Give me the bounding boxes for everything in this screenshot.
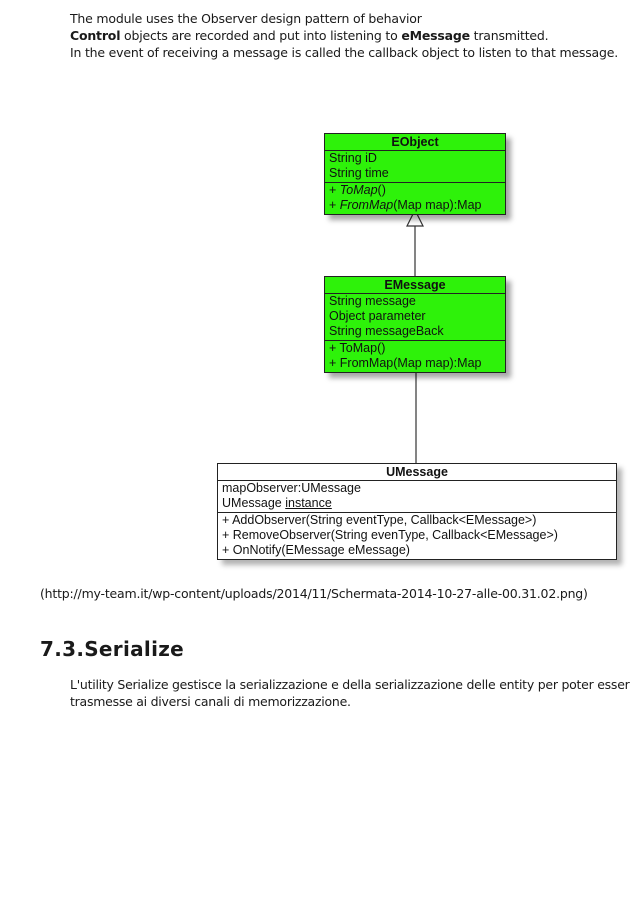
section-line-2: trasmesse ai diversi canali di memorizzazione. [70,694,351,709]
image-source-caption: (http://my-team.it/wp-content/uploads/2014/11/Schermata-2014-10-27-alle-00.31.02.png) [40,586,588,601]
eobject-attributes [325,151,505,183]
section-line-1: L'utility Serialize gestisce la serializzazione e della serializzazione delle entity per poter esser [70,677,630,692]
eobject-method-tomap: + ToMap() [329,183,386,197]
umessage-method-removeobserver: + RemoveObserver(String evenType, Callback<EMessage>) [222,528,558,542]
emessage-methods [325,341,505,372]
umessage-method-addobserver: + AddObserver(String eventType, Callback<EMessage>) [222,513,537,527]
section-heading: 7.3.Serialize [40,637,185,661]
intro-line-2-mid: objects are recorded and put into listening to [120,28,402,43]
umessage-title: UMessage [218,464,616,481]
emessage-method-tomap: + ToMap() [329,341,386,355]
eobject-attr-id: String iD [329,151,377,165]
emessage-attr-message: String message [329,294,416,308]
umessage-method-onnotify: + OnNotify(EMessage eMessage) [222,543,410,557]
umessage-methods [218,513,616,559]
eobject-class [324,133,506,215]
emessage-attributes [325,294,505,341]
umessage-class [217,463,617,560]
intro-line-2-end: transmitted. [469,28,549,43]
emessage-title: EMessage [325,277,505,294]
emessage-class [324,276,506,373]
intro-line-1: The module uses the Observer design pattern of behavior [70,11,422,26]
control-keyword: Control [70,28,121,43]
eobject-title: EObject [325,134,505,151]
emessage-keyword: eMessage [401,28,470,43]
emessage-method-frommap: + FromMap(Map map):Map [329,356,482,370]
emessage-attr-parameter: Object parameter [329,309,426,323]
umessage-attr-instance: UMessage instance [222,496,332,510]
section-paragraph [70,676,630,710]
umessage-attributes [218,481,616,513]
intro-line-3: In the event of receiving a message is called the callback object to listen to that message. [70,45,619,60]
eobject-method-frommap: + FromMap(Map map):Map [329,198,482,212]
umessage-attr-mapobserver: mapObserver:UMessage [222,481,361,495]
emessage-attr-messageback: String messageBack [329,324,444,338]
eobject-attr-time: String time [329,166,389,180]
eobject-methods [325,183,505,214]
